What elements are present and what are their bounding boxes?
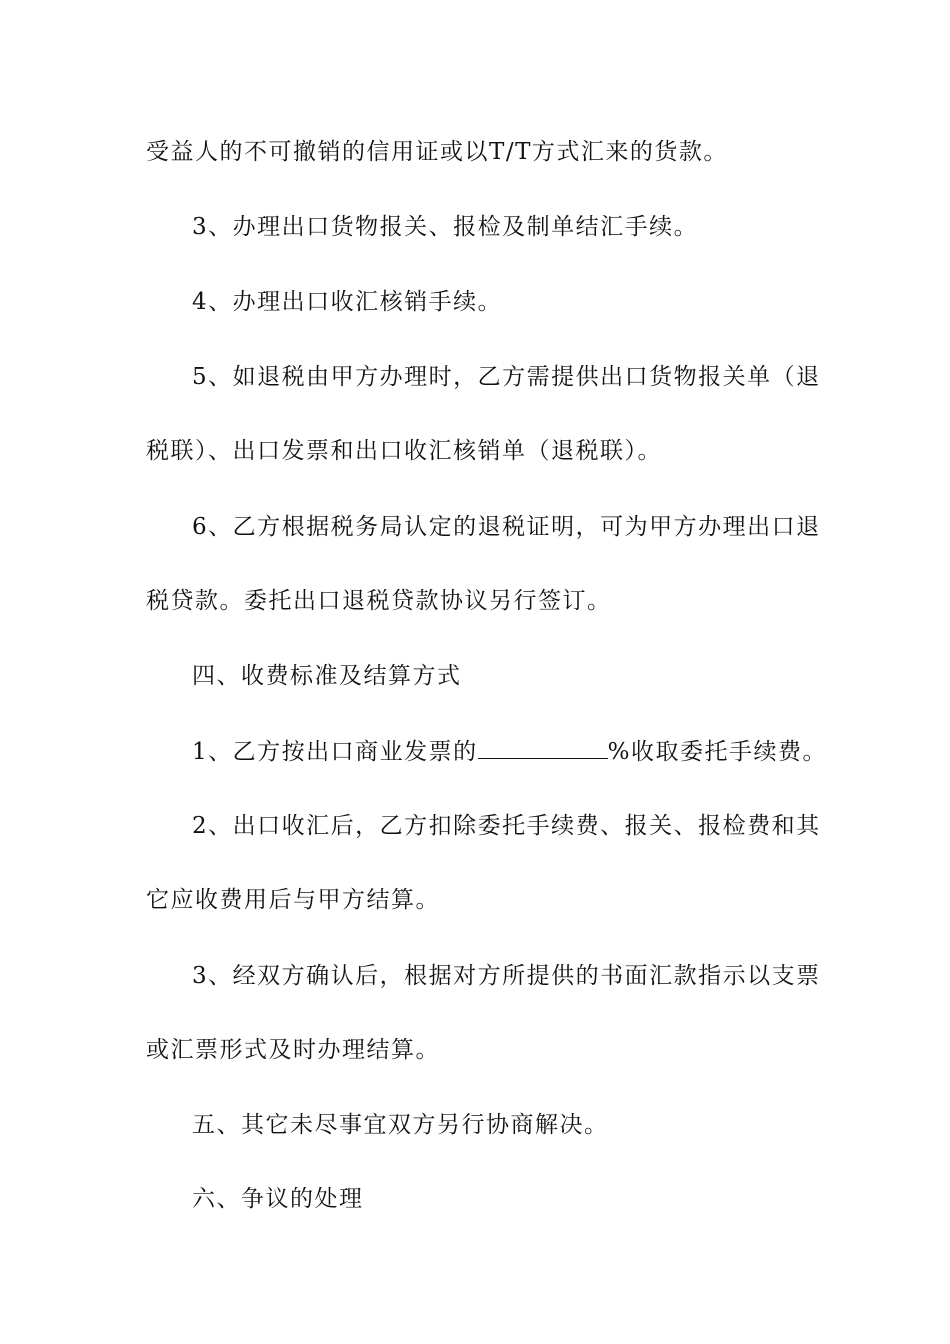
fee-line (192, 736, 852, 767)
paragraph-line: 4、办理出口收汇核销手续。 (192, 289, 503, 315)
paragraph-line: 税贷款。委托出口退税贷款协议另行签订。 (146, 588, 612, 614)
paragraph-line: 受益人的不可撤销的信用证或以T/T方式汇来的货款。 (146, 139, 728, 165)
fill-in-blank (478, 736, 608, 759)
paragraph-line: 2、出口收汇后，乙方扣除委托手续费、报关、报检费和其 (192, 813, 821, 839)
section-heading: 六、争议的处理 (192, 1186, 364, 1212)
paragraph-line: 或汇票形式及时办理结算。 (146, 1037, 440, 1063)
paragraph-line: 税联）、出口发票和出口收汇核销单（退税联）。 (146, 438, 662, 464)
paragraph-line: 5、如退税由甲方办理时，乙方需提供出口货物报关单（退 (192, 364, 821, 390)
paragraph-line: 3、办理出口货物报关、报检及制单结汇手续。 (192, 214, 699, 240)
fee-line-suffix: %收取委托手续费。 (607, 739, 827, 765)
section-heading: 五、其它未尽事宜双方另行协商解决。 (192, 1112, 609, 1138)
section-heading: 四、收费标准及结算方式 (192, 663, 462, 689)
fee-line-prefix: 1、乙方按出口商业发票的 (192, 739, 478, 765)
paragraph-line: 它应收费用后与甲方结算。 (146, 887, 440, 913)
paragraph-line: 3、经双方确认后，根据对方所提供的书面汇款指示以支票 (192, 963, 821, 989)
paragraph-line: 6、乙方根据税务局认定的退税证明，可为甲方办理出口退 (192, 514, 821, 540)
